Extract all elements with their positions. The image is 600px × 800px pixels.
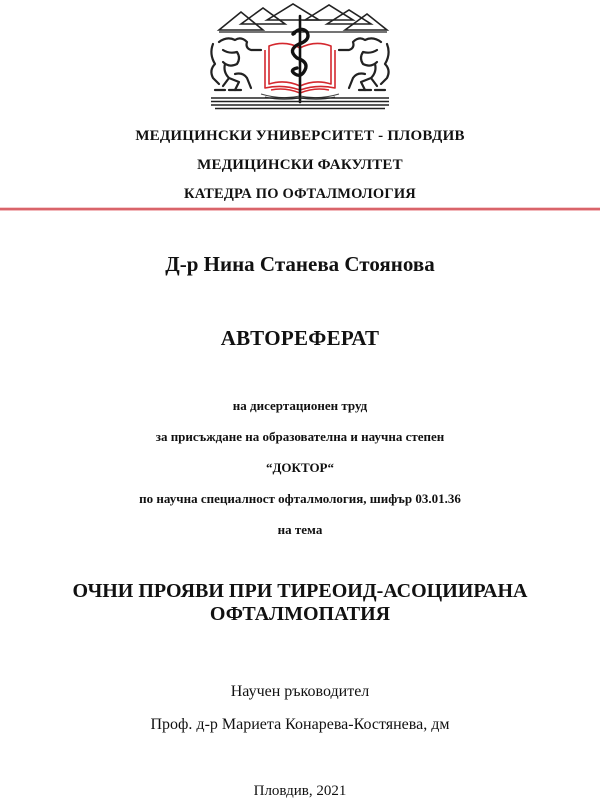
thesis-topic-line-1: ОЧНИ ПРОЯВИ ПРИ ТИРЕОИД-АСОЦИИРАНА: [72, 580, 528, 602]
faculty-name: МЕДИЦИНСКИ ФАКУЛТЕТ: [197, 157, 403, 173]
header-divider: [0, 208, 600, 210]
thesis-topic-line-2: ОФТАЛМОПАТИЯ: [209, 603, 391, 625]
topic-label: на тема: [277, 522, 323, 537]
university-emblem-icon: [205, 2, 395, 110]
document-type-title: АВТОРЕФЕРАТ: [220, 326, 380, 350]
subtitle-line-2: за присъждане на образователна и научна степен: [155, 429, 445, 444]
specialty-line: по научна специалност офталмология, шифър 03.01.36: [139, 491, 461, 506]
degree-name: “ДОКТОР“: [265, 460, 335, 475]
author-name: Д-р Нина Станева Стоянова: [165, 252, 435, 276]
supervisor-label: Научен ръководител: [230, 683, 370, 700]
place-and-year: Пловдив, 2021: [253, 783, 347, 799]
subtitle-line-1: на дисертационен труд: [232, 398, 368, 413]
university-name: МЕДИЦИНСКИ УНИВЕРСИТЕТ - ПЛОВДИВ: [135, 128, 465, 144]
department-name: КАТЕДРА ПО ОФТАЛМОЛОГИЯ: [184, 186, 416, 202]
supervisor-name: Проф. д-р Мариета Конарева-Костянева, дм: [150, 716, 450, 733]
